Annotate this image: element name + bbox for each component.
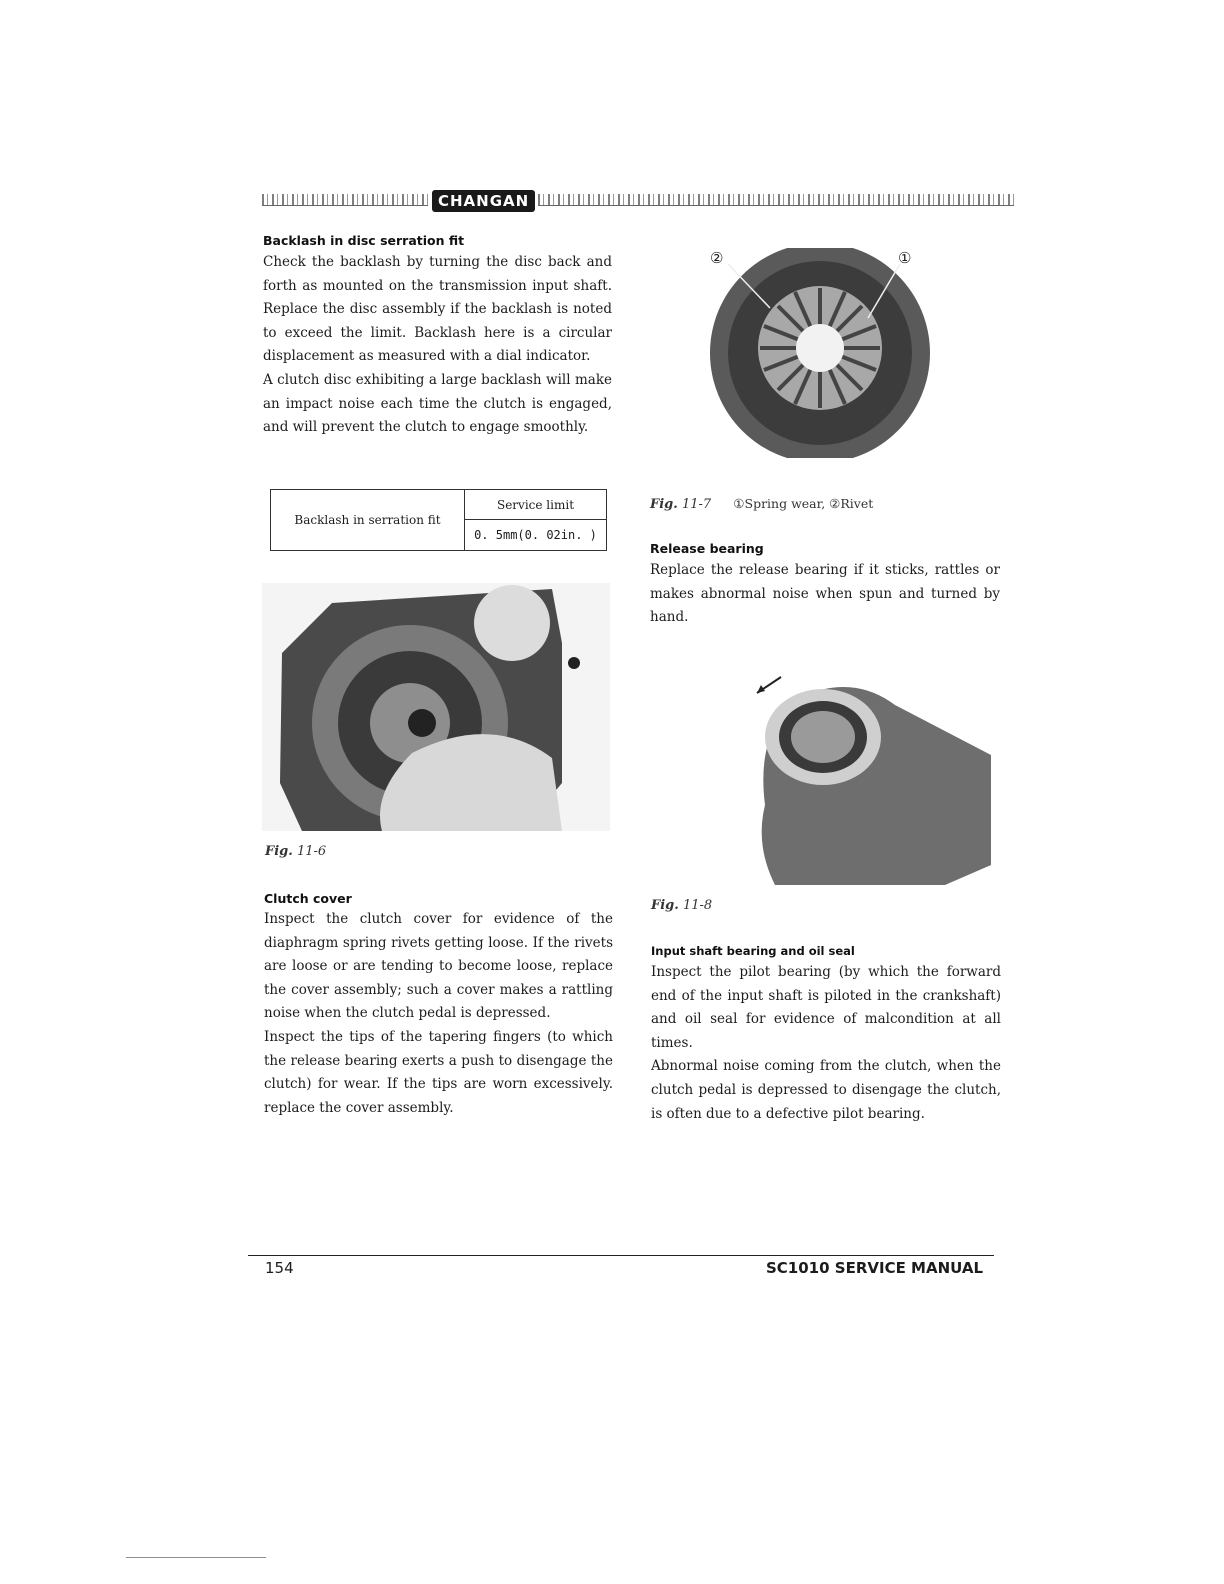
release-bearing-paragraph-1: Replace the release bearing if it sticks, rattles or makes abnormal noise when spun and turned by hand. bbox=[650, 562, 1000, 626]
fig-11-6-number: 11-6 bbox=[296, 844, 327, 859]
housing-opening bbox=[474, 585, 550, 661]
fig-11-8-label: Fig. bbox=[651, 898, 679, 913]
input-shaft-paragraph-2: Abnormal noise coming from the clutch, when the clutch pedal is depressed to disengage the clutch, is often due to a defective pilot bearing. bbox=[651, 1058, 1001, 1122]
page-number: 154 bbox=[265, 1259, 294, 1277]
fig-11-6-photo bbox=[262, 583, 610, 831]
footer-rule bbox=[248, 1255, 994, 1256]
manual-title: SC1010 SERVICE MANUAL bbox=[766, 1259, 984, 1277]
clutch-cover-text bbox=[264, 908, 613, 1120]
section-heading-release-bearing: Release bearing bbox=[650, 541, 764, 556]
fig-11-7-label: Fig. bbox=[650, 497, 678, 512]
table-value: 0. 5mm(0. 02in. ) bbox=[465, 520, 607, 551]
fig-11-7-callout-2: ② bbox=[710, 249, 724, 267]
input-shaft-paragraph-1: Inspect the pilot bearing (by which the forward end of the input shaft is piloted in the crankshaft) and oil seal for evidence of malcondition at all times. bbox=[651, 964, 1001, 1051]
fig-11-7-items: ①Spring wear, ②Rivet bbox=[733, 496, 874, 511]
backlash-paragraph-2: A clutch disc exhibiting a large backlash will make an impact noise each time the clutch is engaged, and will prevent the clutch to engage smoothly. bbox=[263, 371, 612, 436]
service-limit-table bbox=[270, 489, 607, 551]
fig-11-8-photo bbox=[745, 665, 991, 885]
fig-11-7-caption bbox=[650, 496, 873, 512]
fig-11-7-number: 11-7 bbox=[681, 497, 712, 512]
backlash-text bbox=[263, 251, 612, 440]
fig-11-7-photo bbox=[700, 248, 940, 458]
header-ornament-left bbox=[262, 194, 428, 206]
section-heading-input-shaft: Input shaft bearing and oil seal bbox=[651, 944, 855, 958]
table-row-label: Backlash in serration fit bbox=[271, 490, 465, 551]
section-heading-clutch-cover: Clutch cover bbox=[264, 891, 352, 906]
table-column-header: Service limit bbox=[465, 490, 607, 520]
backlash-paragraph-1: Check the backlash by turning the disc back and forth as mounted on the transmission input shaft. Replace the disc assembly if the backlash is noted to exceed the limit. Backlash here is a circular displacement as measured with a dial indicator. bbox=[263, 254, 612, 365]
input-shaft-text bbox=[651, 961, 1001, 1126]
fig-11-7-callout-1: ① bbox=[898, 249, 912, 267]
clutch-cover-paragraph-1: Inspect the clutch cover for evidence of the diaphragm spring rivets getting loose. If the rivets are loose or are tending to become loose, replace the cover assembly; such a cover makes a rattling noise when the clutch pedal is depressed. bbox=[264, 911, 613, 1022]
stray-rule bbox=[126, 1557, 266, 1558]
fig-11-6-label: Fig. bbox=[265, 844, 293, 859]
fig-11-6-caption bbox=[265, 844, 326, 859]
release-bearing-text bbox=[650, 559, 1000, 630]
clutch-cover-paragraph-2: Inspect the tips of the tapering fingers (to which the release bearing exerts a push to disengage the clutch) for wear. If the tips are worn excessively. replace the cover assembly. bbox=[264, 1028, 613, 1116]
section-heading-backlash: Backlash in disc serration fit bbox=[263, 233, 465, 248]
fig-11-8-caption bbox=[651, 898, 712, 913]
changan-logo: CHANGAN bbox=[432, 190, 535, 212]
fig-11-8-number: 11-8 bbox=[682, 898, 713, 913]
header-ornament-right bbox=[538, 194, 1014, 206]
diaphragm-hub bbox=[796, 324, 844, 372]
